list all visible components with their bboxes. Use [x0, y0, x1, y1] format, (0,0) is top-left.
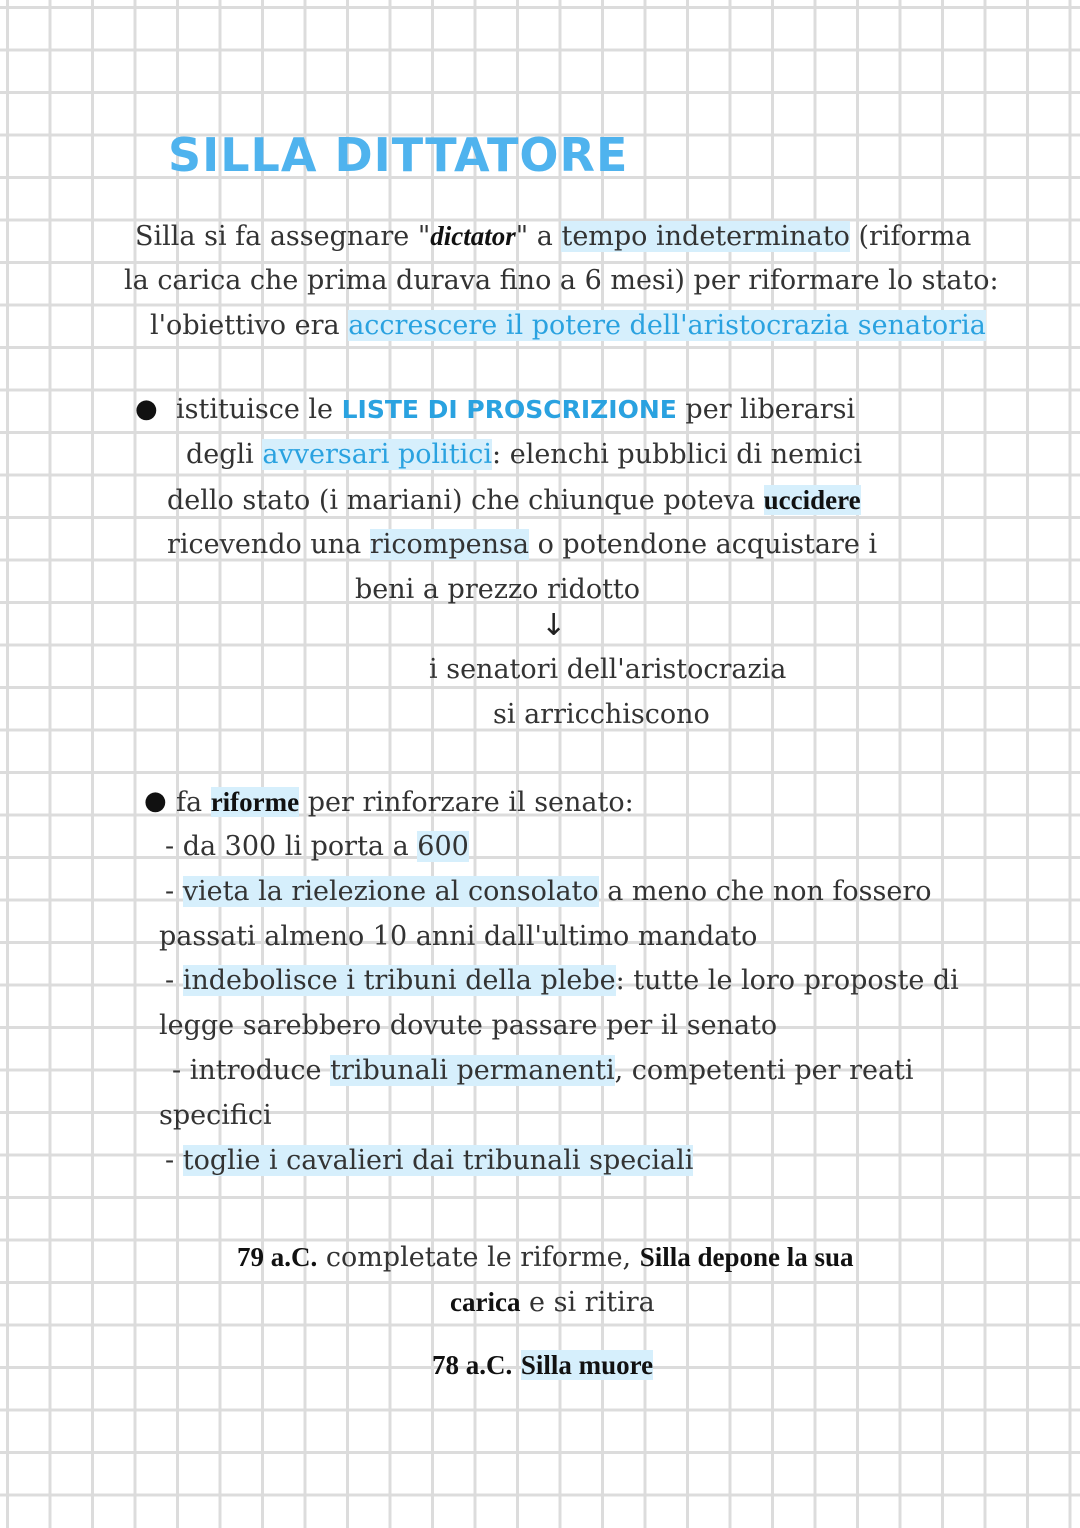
bullet2-text: fa — [176, 787, 211, 818]
liste-proscrizione: LISTE DI PROSCRIZIONE — [341, 395, 677, 424]
reform-4 — [172, 1053, 914, 1089]
bullet1-text: dello stato (i mariani) che chiunque poteva — [167, 485, 764, 516]
highlight-tempo: tempo indeterminato — [561, 221, 850, 252]
date-78: 78 a.C. — [432, 1350, 513, 1380]
ending-text — [512, 1350, 521, 1381]
page-title: SILLA DITTATORE — [168, 128, 629, 182]
ending-text: e si ritira — [520, 1287, 655, 1318]
highlight-rielezione: vieta la rielezione al consolato — [182, 876, 599, 907]
reform-2-cont: passati almeno 10 anni dall'ultimo mandato — [159, 921, 758, 952]
intro-line-2: la carica che prima durava fino a 6 mesi) per riformare lo stato: — [124, 265, 999, 296]
carica-term: carica — [450, 1287, 521, 1317]
bullet1-text: : elenchi pubblici di nemici — [492, 439, 863, 470]
highlight-cavalieri: toglie i cavalieri dai tribunali speciali — [182, 1145, 694, 1176]
highlight-obiettivo: accrescere il potere dell'aristocrazia senatoria — [348, 310, 986, 341]
reform-text: - — [165, 965, 183, 996]
reform-text: a meno che non fossero — [598, 876, 932, 907]
down-arrow-icon: ↓ — [541, 608, 567, 643]
highlight-riforme: riforme — [210, 787, 300, 817]
ending-line-2 — [450, 1284, 655, 1321]
ending-line-1 — [237, 1239, 854, 1276]
bullet1-text: istituisce le — [176, 394, 342, 425]
intro-text: Silla si fa assegnare " — [135, 221, 431, 252]
ending-text: completate le riforme, — [317, 1242, 640, 1273]
reform-text: - introduce — [172, 1055, 331, 1086]
intro-line-3 — [150, 308, 986, 344]
ending-line-3 — [432, 1347, 653, 1384]
bullet1-line-4 — [167, 527, 877, 563]
bullet-dot: ● — [135, 394, 158, 424]
bullet1-text: o potendone acquistare i — [528, 529, 878, 560]
reform-4-cont: specifici — [159, 1100, 272, 1131]
intro-text: " a — [515, 221, 562, 252]
bullet1-line-2 — [186, 437, 862, 473]
intro-line-1 — [135, 218, 971, 255]
bullet1-line-1 — [176, 392, 855, 428]
highlight-600: 600 — [417, 831, 469, 862]
result-line-2: si arricchiscono — [493, 699, 710, 730]
bullet1-text: ricevendo una — [167, 529, 370, 560]
bullet1-line-5: beni a prezzo ridotto — [355, 574, 641, 605]
reform-text: - — [165, 1145, 183, 1176]
dictator-term: dictator — [430, 221, 516, 251]
reform-5 — [165, 1143, 693, 1179]
silla-depone: Silla depone la sua — [639, 1242, 854, 1272]
highlight-silla-muore: Silla muore — [520, 1350, 654, 1380]
reform-1 — [165, 829, 469, 865]
bullet2-text: per rinforzare il senato: — [299, 787, 634, 818]
bullet2-line-1 — [176, 784, 634, 821]
intro-text: (riforma — [849, 221, 972, 252]
bullet1-line-3 — [167, 482, 861, 519]
highlight-tribuni: indebolisce i tribuni della plebe — [182, 965, 616, 996]
intro-text: l'obiettivo era — [150, 310, 349, 341]
date-79: 79 a.C. — [237, 1242, 318, 1272]
result-line-1: i senatori dell'aristocrazia — [429, 654, 787, 685]
highlight-avversari: avversari politici — [262, 439, 493, 470]
bullet1-text: degli — [186, 439, 263, 470]
bullet-dot: ● — [144, 786, 167, 816]
highlight-ricompensa: ricompensa — [369, 529, 529, 560]
highlight-tribunali: tribunali permanenti — [330, 1055, 615, 1086]
reform-3 — [165, 963, 959, 999]
highlight-uccidere: uccidere — [763, 485, 861, 515]
reform-3-cont: legge sarebbero dovute passare per il senato — [159, 1010, 778, 1041]
reform-text: , competenti per reati — [614, 1055, 914, 1086]
reform-text: - da 300 li porta a — [165, 831, 418, 862]
bullet1-text: per liberarsi — [676, 394, 856, 425]
reform-text: - — [165, 876, 183, 907]
reform-text: : tutte le loro proposte di — [615, 965, 959, 996]
reform-2 — [165, 874, 932, 910]
